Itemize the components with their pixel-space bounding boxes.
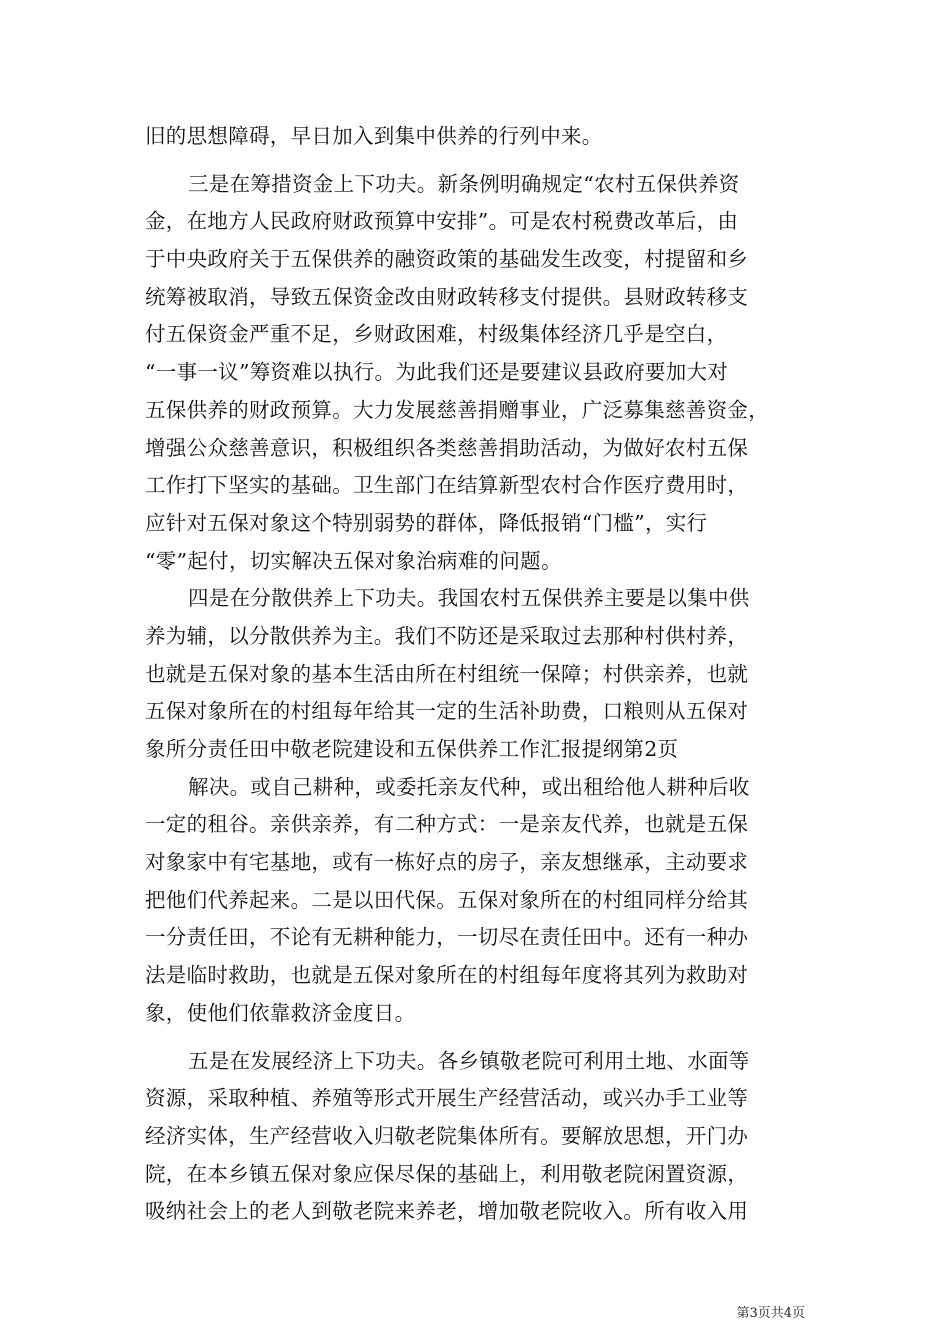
- page-number: 第3页共4页: [736, 1306, 805, 1321]
- text-line: 五保供养的财政预算。大力发展慈善捐赠事业，广泛募集慈善资金，: [145, 397, 769, 422]
- text-line: 应针对五保对象这个特别弱势的群体，降低报销“门槛”，实行: [145, 510, 708, 535]
- text-line: 也就是五保对象的基本生活由所在村组统一保障；村供亲养，也就: [145, 661, 749, 686]
- text-line: 工作打下坚实的基础。卫生部门在结算新型农村合作医疗费用时，: [145, 473, 749, 498]
- text-line: “一事一议”筹资难以执行。为此我们还是要建议县政府要加大对: [145, 360, 729, 385]
- text-line: 统筹被取消，导致五保资金改由财政转移支付提供。县财政转移支: [145, 284, 749, 309]
- text-line: 院，在本乡镇五保对象应保尽保的基础上，利用敬老院闲置资源，: [145, 1161, 749, 1186]
- text-line: 法是临时救助，也就是五保对象所在的村组每年度将其列为救助对: [145, 963, 749, 988]
- text-line: 象，使他们依靠救济金度日。: [145, 1000, 416, 1025]
- body-text: [145, 118, 825, 1231]
- text-line: 三是在筹措资金上下功夫。新条例明确规定“农村五保供养资: [188, 171, 740, 196]
- text-line: 旧的思想障碍，早日加入到集中供养的行列中来。: [145, 124, 603, 148]
- text-line: 对象家中有宅基地，或有一栋好点的房子，亲友想继承，主动要求: [145, 850, 749, 875]
- text-line: 四是在分散供养上下功夫。我国农村五保供养主要是以集中供: [188, 586, 750, 611]
- text-line: 于中央政府关于五保供养的融资政策的基础发生改变，村提留和乡: [145, 247, 749, 272]
- text-line: 付五保资金严重不足，乡财政困难，村级集体经济几乎是空白，: [145, 322, 728, 347]
- text-line: 象所分责任田中敬老院建设和五保供养工作汇报提纲第2页: [145, 737, 679, 761]
- text-line: 经济实体，生产经营收入归敬老院集体所有。要解放思想，开门办: [145, 1123, 749, 1148]
- text-line: 一定的租谷。亲供亲养，有二种方式：一是亲友代养，也就是五保: [145, 812, 749, 837]
- text-line: 一分责任田，不论有无耕种能力，一切尽在责任田中。还有一种办: [145, 925, 749, 950]
- text-line: 解决。或自己耕种，或委托亲友代种，或出租给他人耕种后收: [188, 774, 750, 799]
- text-line: 把他们代养起来。二是以田代保。五保对象所在的村组同样分给其: [145, 887, 749, 912]
- text-line: 养为辅，以分散供养为主。我们不防还是采取过去那种村供村养，: [145, 623, 749, 648]
- text-line: 吸纳社会上的老人到敬老院来养老，增加敬老院收入。所有收入用: [145, 1199, 749, 1224]
- text-line: 资源，采取种植、养殖等形式开展生产经营活动，或兴办手工业等: [145, 1086, 749, 1111]
- text-line: “零”起付，切实解决五保对象治病难的问题。: [145, 548, 562, 573]
- text-line: 增强公众慈善意识，积极组织各类慈善捐助活动，为做好农村五保: [145, 435, 749, 460]
- text-line: 五保对象所在的村组每年给其一定的生活补助费，口粮则从五保对: [145, 699, 749, 724]
- text-line: 金，在地方人民政府财政预算中安排”。可是农村税费改革后，由: [145, 209, 739, 234]
- text-line: 五是在发展经济上下功夫。各乡镇敬老院可利用土地、水面等: [188, 1048, 750, 1073]
